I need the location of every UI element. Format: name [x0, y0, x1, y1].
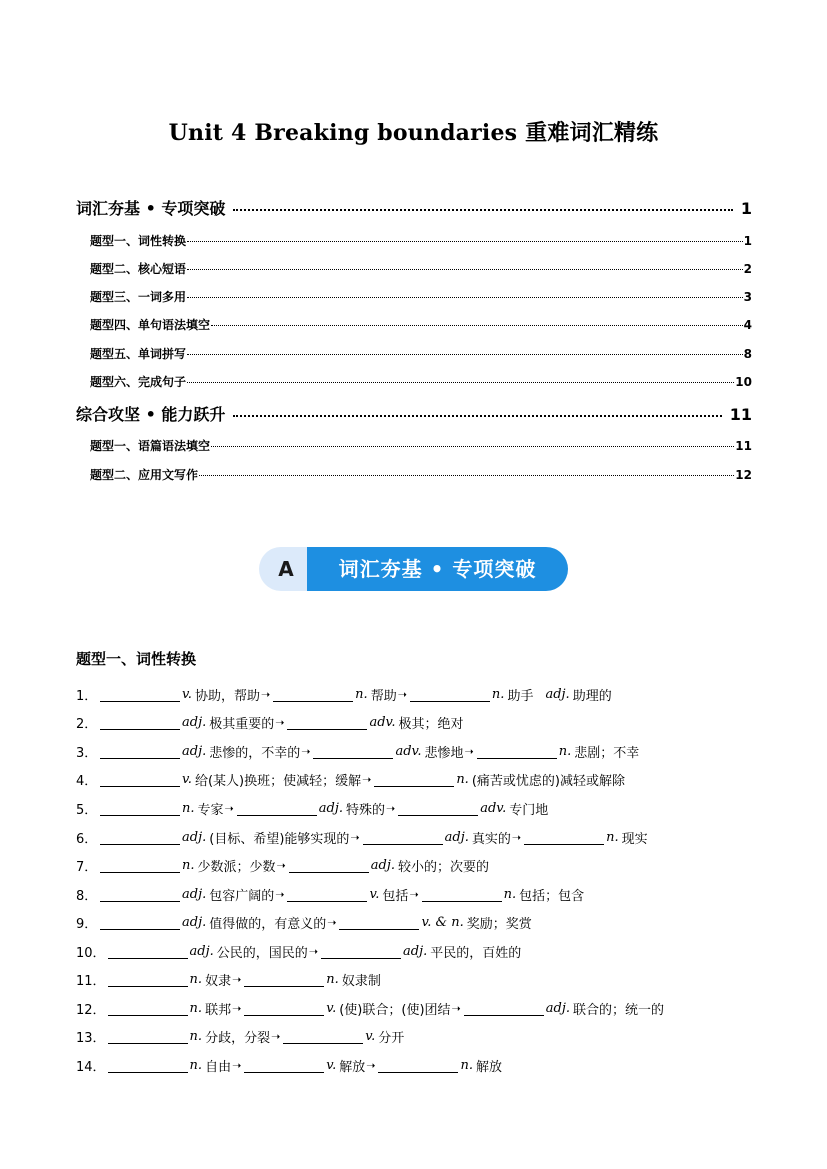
definition-text: 现实: [621, 831, 648, 847]
part-of-speech: adj.: [444, 829, 469, 845]
definition-text: 极其重要的: [209, 717, 275, 733]
toc-page-number: 11: [729, 405, 752, 424]
toc-entry-label: 题型一、词性转换: [90, 234, 187, 248]
part-of-speech: adj.: [370, 858, 395, 874]
definition-text: 包容广阔的: [209, 888, 275, 904]
answer-blank[interactable]: [283, 1029, 363, 1044]
answer-blank[interactable]: [313, 744, 393, 759]
arrow-right-icon: ➝: [275, 887, 285, 901]
definition-text: 协助，帮助: [194, 688, 260, 704]
part-of-speech: n.: [503, 886, 517, 902]
toc-dot-leader: [233, 415, 721, 417]
exercise-item: [76, 737, 756, 766]
definition-text: 奴隶制: [341, 974, 381, 990]
definition-text: 包括；包含: [519, 888, 585, 904]
definition-text: 极其；绝对: [398, 717, 464, 733]
definition-text: 公民的，国民的: [216, 945, 308, 961]
exercise-item: [76, 709, 756, 738]
part-of-speech: adj.: [182, 715, 207, 731]
arrow-right-icon: ➝: [232, 973, 242, 987]
part-of-speech: n.: [355, 686, 368, 702]
answer-blank[interactable]: [100, 687, 180, 702]
part-of-speech: n.: [491, 686, 505, 702]
definition-text: 值得做的，有意义的: [209, 917, 327, 933]
exercise-number: 10．: [76, 945, 106, 961]
exercise-number: 14．: [76, 1059, 106, 1075]
exercise-item: [76, 1023, 756, 1052]
exercise-number: 7．: [76, 860, 98, 876]
part-of-speech: n.: [456, 772, 469, 788]
answer-blank[interactable]: [244, 1001, 324, 1016]
definition-text: 平民的，百姓的: [430, 945, 522, 961]
section-banner: [259, 547, 568, 591]
arrow-right-icon: ➝: [350, 830, 360, 844]
exercise-number: 6．: [76, 831, 98, 847]
toc-dot-leader: [187, 382, 734, 383]
arrow-right-icon: ➝: [308, 944, 319, 958]
toc-entry-label: 综合攻坚 • 能力跃升: [76, 405, 226, 424]
part-of-speech: n.: [189, 1057, 203, 1073]
part-of-speech: v. & n.: [421, 915, 464, 931]
toc-sub-entry[interactable]: [76, 232, 752, 249]
exercise-item: [76, 908, 756, 937]
toc-page-number: 12: [735, 468, 752, 482]
arrow-right-icon: ➝: [362, 773, 372, 787]
part-of-speech: v.: [182, 772, 192, 788]
toc-dot-leader: [233, 209, 732, 211]
definition-text: 包括: [382, 888, 409, 904]
part-of-speech: n.: [606, 829, 619, 845]
definition-text: 分开: [378, 1031, 405, 1047]
part-of-speech: adj.: [318, 800, 343, 816]
toc-sub-entry[interactable]: [76, 373, 752, 390]
arrow-right-icon: ➝: [232, 1001, 242, 1015]
definition-text: 给(某人)换班；使减轻；缓解: [194, 774, 362, 790]
answer-blank[interactable]: [108, 1029, 188, 1044]
exercise-item: [76, 851, 756, 880]
answer-blank[interactable]: [237, 801, 317, 816]
part-of-speech: v.: [369, 886, 380, 902]
banner-title: 词汇夯基 • 专项突破: [338, 557, 537, 581]
toc-page-number: 8: [743, 347, 752, 361]
arrow-right-icon: ➝: [260, 687, 271, 701]
part-of-speech: n.: [182, 800, 195, 816]
definition-text: 助理的: [572, 688, 612, 704]
toc-entry-label: 词汇夯基 • 专项突破: [76, 199, 226, 218]
part-of-speech: adv.: [395, 743, 422, 759]
exercise-number: 13．: [76, 1031, 106, 1047]
answer-blank[interactable]: [100, 744, 180, 759]
answer-blank[interactable]: [100, 915, 180, 930]
answer-blank[interactable]: [100, 858, 180, 873]
part-of-speech: adj.: [403, 943, 428, 959]
answer-blank[interactable]: [108, 1058, 188, 1073]
answer-blank[interactable]: [108, 1001, 188, 1016]
answer-blank[interactable]: [524, 830, 604, 845]
toc-entry-label: 题型三、一词多用: [90, 290, 187, 304]
exercise-number: 2．: [76, 717, 98, 733]
definition-text: 联合的；统一的: [573, 1002, 665, 1018]
part-of-speech: adj.: [182, 915, 207, 931]
definition-text: 专家: [197, 802, 224, 818]
exercise-item: [76, 965, 756, 994]
definition-text: 真实的: [471, 831, 511, 847]
toc-page-number: 10: [735, 375, 752, 389]
definition-text: 奴隶: [205, 974, 232, 990]
definition-text: 联邦: [205, 1002, 232, 1018]
answer-blank[interactable]: [374, 772, 454, 787]
toc-sub-entry[interactable]: [76, 466, 752, 483]
arrow-right-icon: ➝: [232, 1058, 242, 1072]
part-of-speech: n.: [558, 743, 572, 759]
arrow-right-icon: ➝: [275, 716, 285, 730]
toc-page-number: 11: [735, 439, 752, 453]
part-of-speech: n.: [326, 972, 339, 988]
banner-letter: A: [278, 557, 294, 581]
answer-blank[interactable]: [289, 858, 369, 873]
part-of-speech: n.: [189, 972, 203, 988]
definition-text: (目标、希望)能够实现的: [209, 831, 350, 847]
arrow-right-icon: ➝: [366, 1058, 376, 1072]
arrow-right-icon: ➝: [409, 887, 419, 901]
part-of-speech: adj.: [545, 1000, 570, 1016]
toc-dot-leader: [187, 297, 743, 298]
answer-blank[interactable]: [464, 1001, 544, 1016]
toc-sub-entry[interactable]: [76, 345, 752, 362]
arrow-right-icon: ➝: [224, 801, 234, 815]
toc-entry-label: 题型二、核心短语: [90, 262, 187, 276]
arrow-right-icon: ➝: [327, 916, 337, 930]
exercise-number: 12．: [76, 1002, 106, 1018]
answer-blank[interactable]: [398, 801, 478, 816]
part-of-speech: adv.: [480, 800, 507, 816]
definition-text: 解放: [475, 1059, 502, 1075]
exercise-item: [76, 766, 756, 795]
definition-text: 自由: [205, 1059, 232, 1075]
toc-sub-entry[interactable]: [76, 260, 752, 277]
toc-page-number: 2: [743, 262, 752, 276]
toc-dot-leader: [187, 269, 743, 270]
answer-blank[interactable]: [378, 1058, 458, 1073]
document-title: Unit 4 Breaking boundaries 重难词汇精练: [168, 120, 659, 146]
part-of-speech: n.: [189, 1029, 203, 1045]
answer-blank[interactable]: [100, 887, 180, 902]
arrow-right-icon: ➝: [464, 744, 474, 758]
part-of-speech: v.: [326, 1057, 337, 1073]
exercise-number: 11．: [76, 974, 106, 990]
definition-text: 少数派；少数: [197, 860, 276, 876]
answer-blank[interactable]: [339, 915, 419, 930]
toc-entry-label: 题型二、应用文写作: [90, 468, 199, 482]
arrow-right-icon: ➝: [386, 801, 396, 815]
exercise-item: [76, 823, 756, 852]
answer-blank[interactable]: [410, 687, 490, 702]
toc-dot-leader: [187, 354, 743, 355]
answer-blank[interactable]: [244, 1058, 324, 1073]
toc-page-number: 1: [743, 234, 752, 248]
definition-text: 悲惨地: [424, 745, 464, 761]
toc-page-number: 1: [740, 199, 752, 218]
part-of-speech: v.: [182, 686, 192, 702]
definition-text: 悲惨的，不幸的: [209, 745, 301, 761]
arrow-right-icon: ➝: [271, 1030, 281, 1044]
toc-entry-label: 题型四、单句语法填空: [90, 318, 211, 332]
section-heading: 题型一、词性转换: [76, 650, 197, 668]
answer-blank[interactable]: [287, 715, 367, 730]
toc-dot-leader: [199, 475, 734, 476]
part-of-speech: n.: [460, 1057, 473, 1073]
answer-blank[interactable]: [108, 944, 188, 959]
part-of-speech: adj.: [182, 886, 207, 902]
toc-dot-leader: [211, 446, 734, 447]
answer-blank[interactable]: [244, 972, 324, 987]
definition-text: (使)联合；(使)团结: [339, 1002, 451, 1018]
definition-text: 悲剧；不幸: [574, 745, 640, 761]
toc-dot-leader: [211, 325, 743, 326]
answer-blank[interactable]: [321, 944, 401, 959]
exercise-item: [76, 880, 756, 909]
definition-text: 分歧，分裂: [205, 1031, 271, 1047]
definition-text: 奖励；奖赏: [466, 917, 532, 933]
part-of-speech: adj.: [545, 686, 570, 702]
answer-blank[interactable]: [100, 772, 180, 787]
answer-blank[interactable]: [287, 887, 367, 902]
exercise-number: 1．: [76, 688, 98, 704]
exercise-number: 5．: [76, 802, 98, 818]
definition-text: 专门地: [509, 802, 549, 818]
definition-text: 较小的；次要的: [398, 860, 490, 876]
exercise-number: 4．: [76, 774, 98, 790]
toc-main-entry[interactable]: [76, 402, 752, 425]
toc-dot-leader: [187, 241, 743, 242]
part-of-speech: v.: [326, 1000, 337, 1016]
exercise-item: [76, 794, 756, 823]
part-of-speech: adj.: [182, 829, 207, 845]
definition-text: 帮助: [370, 688, 397, 704]
definition-text: (痛苦或忧虑的)减轻或解除: [471, 774, 625, 790]
toc-main-entry[interactable]: [76, 196, 752, 219]
answer-blank[interactable]: [363, 830, 443, 845]
exercise-list: [76, 680, 756, 1080]
definition-text: 助手: [507, 688, 534, 704]
part-of-speech: adj.: [189, 943, 214, 959]
answer-blank[interactable]: [477, 744, 557, 759]
toc-sub-entry[interactable]: [76, 316, 752, 333]
part-of-speech: adv.: [369, 715, 396, 731]
toc-entry-label: 题型一、语篇语法填空: [90, 439, 211, 453]
exercise-number: 9．: [76, 917, 98, 933]
part-of-speech: adj.: [182, 743, 207, 759]
answer-blank[interactable]: [422, 887, 502, 902]
toc-page-number: 4: [743, 318, 752, 332]
definition-text: 解放: [339, 1059, 366, 1075]
toc-sub-entry[interactable]: [76, 288, 752, 305]
exercise-number: 3．: [76, 745, 98, 761]
exercise-item: [76, 680, 756, 709]
arrow-right-icon: ➝: [301, 744, 311, 758]
arrow-right-icon: ➝: [276, 859, 286, 873]
exercise-item: [76, 937, 756, 966]
part-of-speech: v.: [365, 1029, 376, 1045]
answer-blank[interactable]: [100, 801, 180, 816]
arrow-right-icon: ➝: [397, 687, 407, 701]
exercise-number: 8．: [76, 888, 98, 904]
arrow-right-icon: ➝: [451, 1001, 461, 1015]
answer-blank[interactable]: [100, 830, 180, 845]
exercise-item: [76, 994, 756, 1023]
answer-blank[interactable]: [273, 687, 353, 702]
toc-page-number: 3: [743, 290, 752, 304]
part-of-speech: n.: [182, 858, 195, 874]
part-of-speech: n.: [189, 1000, 203, 1016]
answer-blank[interactable]: [100, 715, 180, 730]
toc-entry-label: 题型六、完成句子: [90, 375, 187, 389]
toc-entry-label: 题型五、单词拼写: [90, 347, 187, 361]
exercise-item: [76, 1051, 756, 1080]
answer-blank[interactable]: [108, 972, 188, 987]
definition-text: 特殊的: [346, 802, 386, 818]
toc-sub-entry[interactable]: [76, 437, 752, 454]
arrow-right-icon: ➝: [511, 830, 522, 844]
